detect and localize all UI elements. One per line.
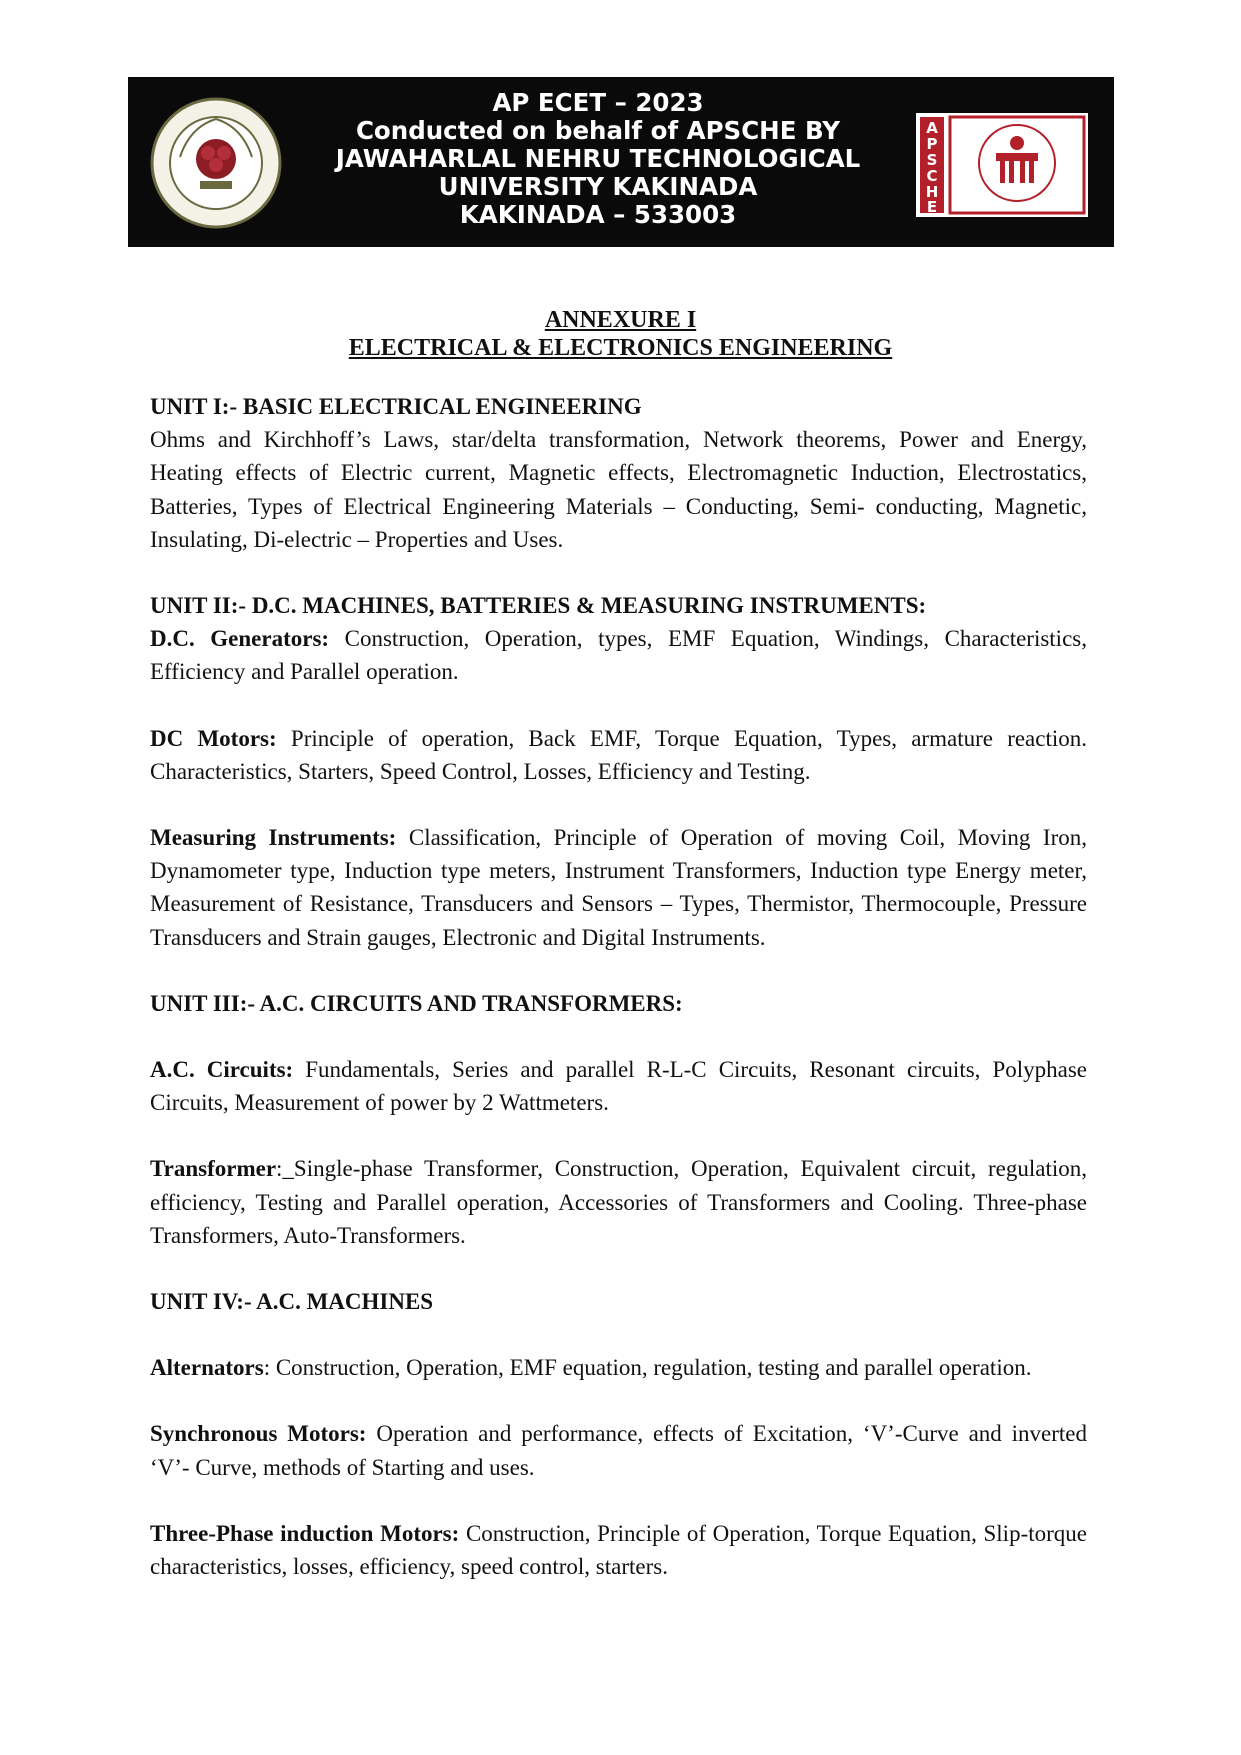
banner-title-block [278,89,918,229]
svg-text:S: S [926,151,938,169]
dc-generators-text: Construction, Operation, types, EMF Equation, Windings, Characteristics, Efficiency and Parallel operation. [150,626,1087,685]
ac-circuits-label: A.C. Circuits: [150,1057,294,1083]
transformer-label: Transformer [150,1156,277,1182]
measuring-instruments-paragraph [150,821,1087,954]
alternators-paragraph [150,1351,1087,1384]
ac-circuits-text: Fundamentals, Series and parallel R-L-C Circuits, Resonant circuits, Polyphase Circuits, Measurement of power by 2 Wattmeters. [150,1057,1087,1116]
dc-generators-paragraph [150,622,1087,688]
unit3-title: UNIT III:- A.C. CIRCUITS AND TRANSFORMERS: [150,990,683,1016]
alternators-label: Alternators [150,1355,264,1381]
dc-motors-paragraph [150,722,1087,788]
header-banner [128,77,1114,247]
unit4-title: UNIT IV:- A.C. MACHINES [150,1289,434,1315]
jntuk-logo-icon [150,97,282,229]
synchronous-motors-paragraph [150,1417,1087,1483]
dc-motors-text: Principle of operation, Back EMF, Torque Equation, Types, armature reaction. Characteristics, Starters, Speed Control, Losses, Efficiency and Testing. [150,725,1088,784]
banner-line-university: JAWAHARLAL NEHRU TECHNOLOGICAL [335,144,861,173]
transformer-paragraph [150,1152,1087,1252]
svg-text:E: E [926,198,938,216]
banner-line-conducted: Conducted on behalf of APSCHE BY [355,116,841,145]
alternators-text: : Construction, Operation, EMF equation, regulation, testing and parallel operation. [263,1355,1032,1381]
induction-motors-paragraph [150,1517,1087,1583]
svg-text:C: C [926,167,938,185]
apsche-logo-icon [916,113,1088,217]
svg-text:A: A [926,119,938,137]
syllabus-content [150,390,1087,1583]
transformer-text: :_Single-phase Transformer, Construction, Operation, Equivalent circuit, regulation, efficiency, Testing and Parallel operation, Accessories of Transformers and Cooling. Three-phase Transformers, Auto-Transformers. [150,1156,1087,1248]
measuring-instruments-text: Classification, Principle of Operation of moving Coil, Moving Iron, Dynamometer type, Induction type meters, Instrument Transformers, Induction type Energy meter, Measurement of Resistance, Transducers and Sensors – Types, Thermistor, Thermocouple, Pressure Transducers and Strain gauges, Electronic and Digital Instruments. [150,825,1087,950]
banner-line-address: KAKINADA – 533003 [459,200,737,229]
unit1-title: UNIT I:- BASIC ELECTRICAL ENGINEERING [150,394,642,419]
unit1-body: Ohms and Kirchhoff’s Laws, star/delta transformation, Network theorems, Power and Energy, Heating effects of Electric current, Magnetic effects, Electromagnetic Induction, Electrostatics, Batteries, Types of Electrical Engineering Materials – Conducting, Semi- conducting, Magnetic, Insulating, Di-electric – Properties and Uses. [150,427,1087,552]
synchronous-motors-text: Operation and performance, effects of Excitation, ‘V’-Curve and inverted ‘V’- Curve, methods of Starting and uses. [150,1421,1087,1480]
banner-line-exam: AP ECET – 2023 [492,88,704,117]
induction-motors-label: Three-Phase induction Motors: [150,1520,460,1546]
annexure-heading: ANNEXURE I [544,307,697,333]
svg-text:H: H [925,183,939,201]
unit2-title: UNIT II:- D.C. MACHINES, BATTERIES & MEASURING INSTRUMENTS: [150,593,927,619]
induction-motors-text: Construction, Principle of Operation, Torque Equation, Slip-torque characteristics, losses, efficiency, speed control, starters. [150,1520,1087,1580]
ac-circuits-paragraph [150,1053,1087,1119]
subject-heading: ELECTRICAL & ELECTRONICS ENGINEERING [348,335,893,361]
svg-text:P: P [926,135,938,153]
dc-generators-label: D.C. Generators: [150,626,330,652]
banner-line-university-2: UNIVERSITY KAKINADA [438,172,758,201]
synchronous-motors-label: Synchronous Motors: [150,1421,367,1447]
dc-motors-label: DC Motors: [150,725,277,751]
measuring-instruments-label: Measuring Instruments: [150,825,397,851]
